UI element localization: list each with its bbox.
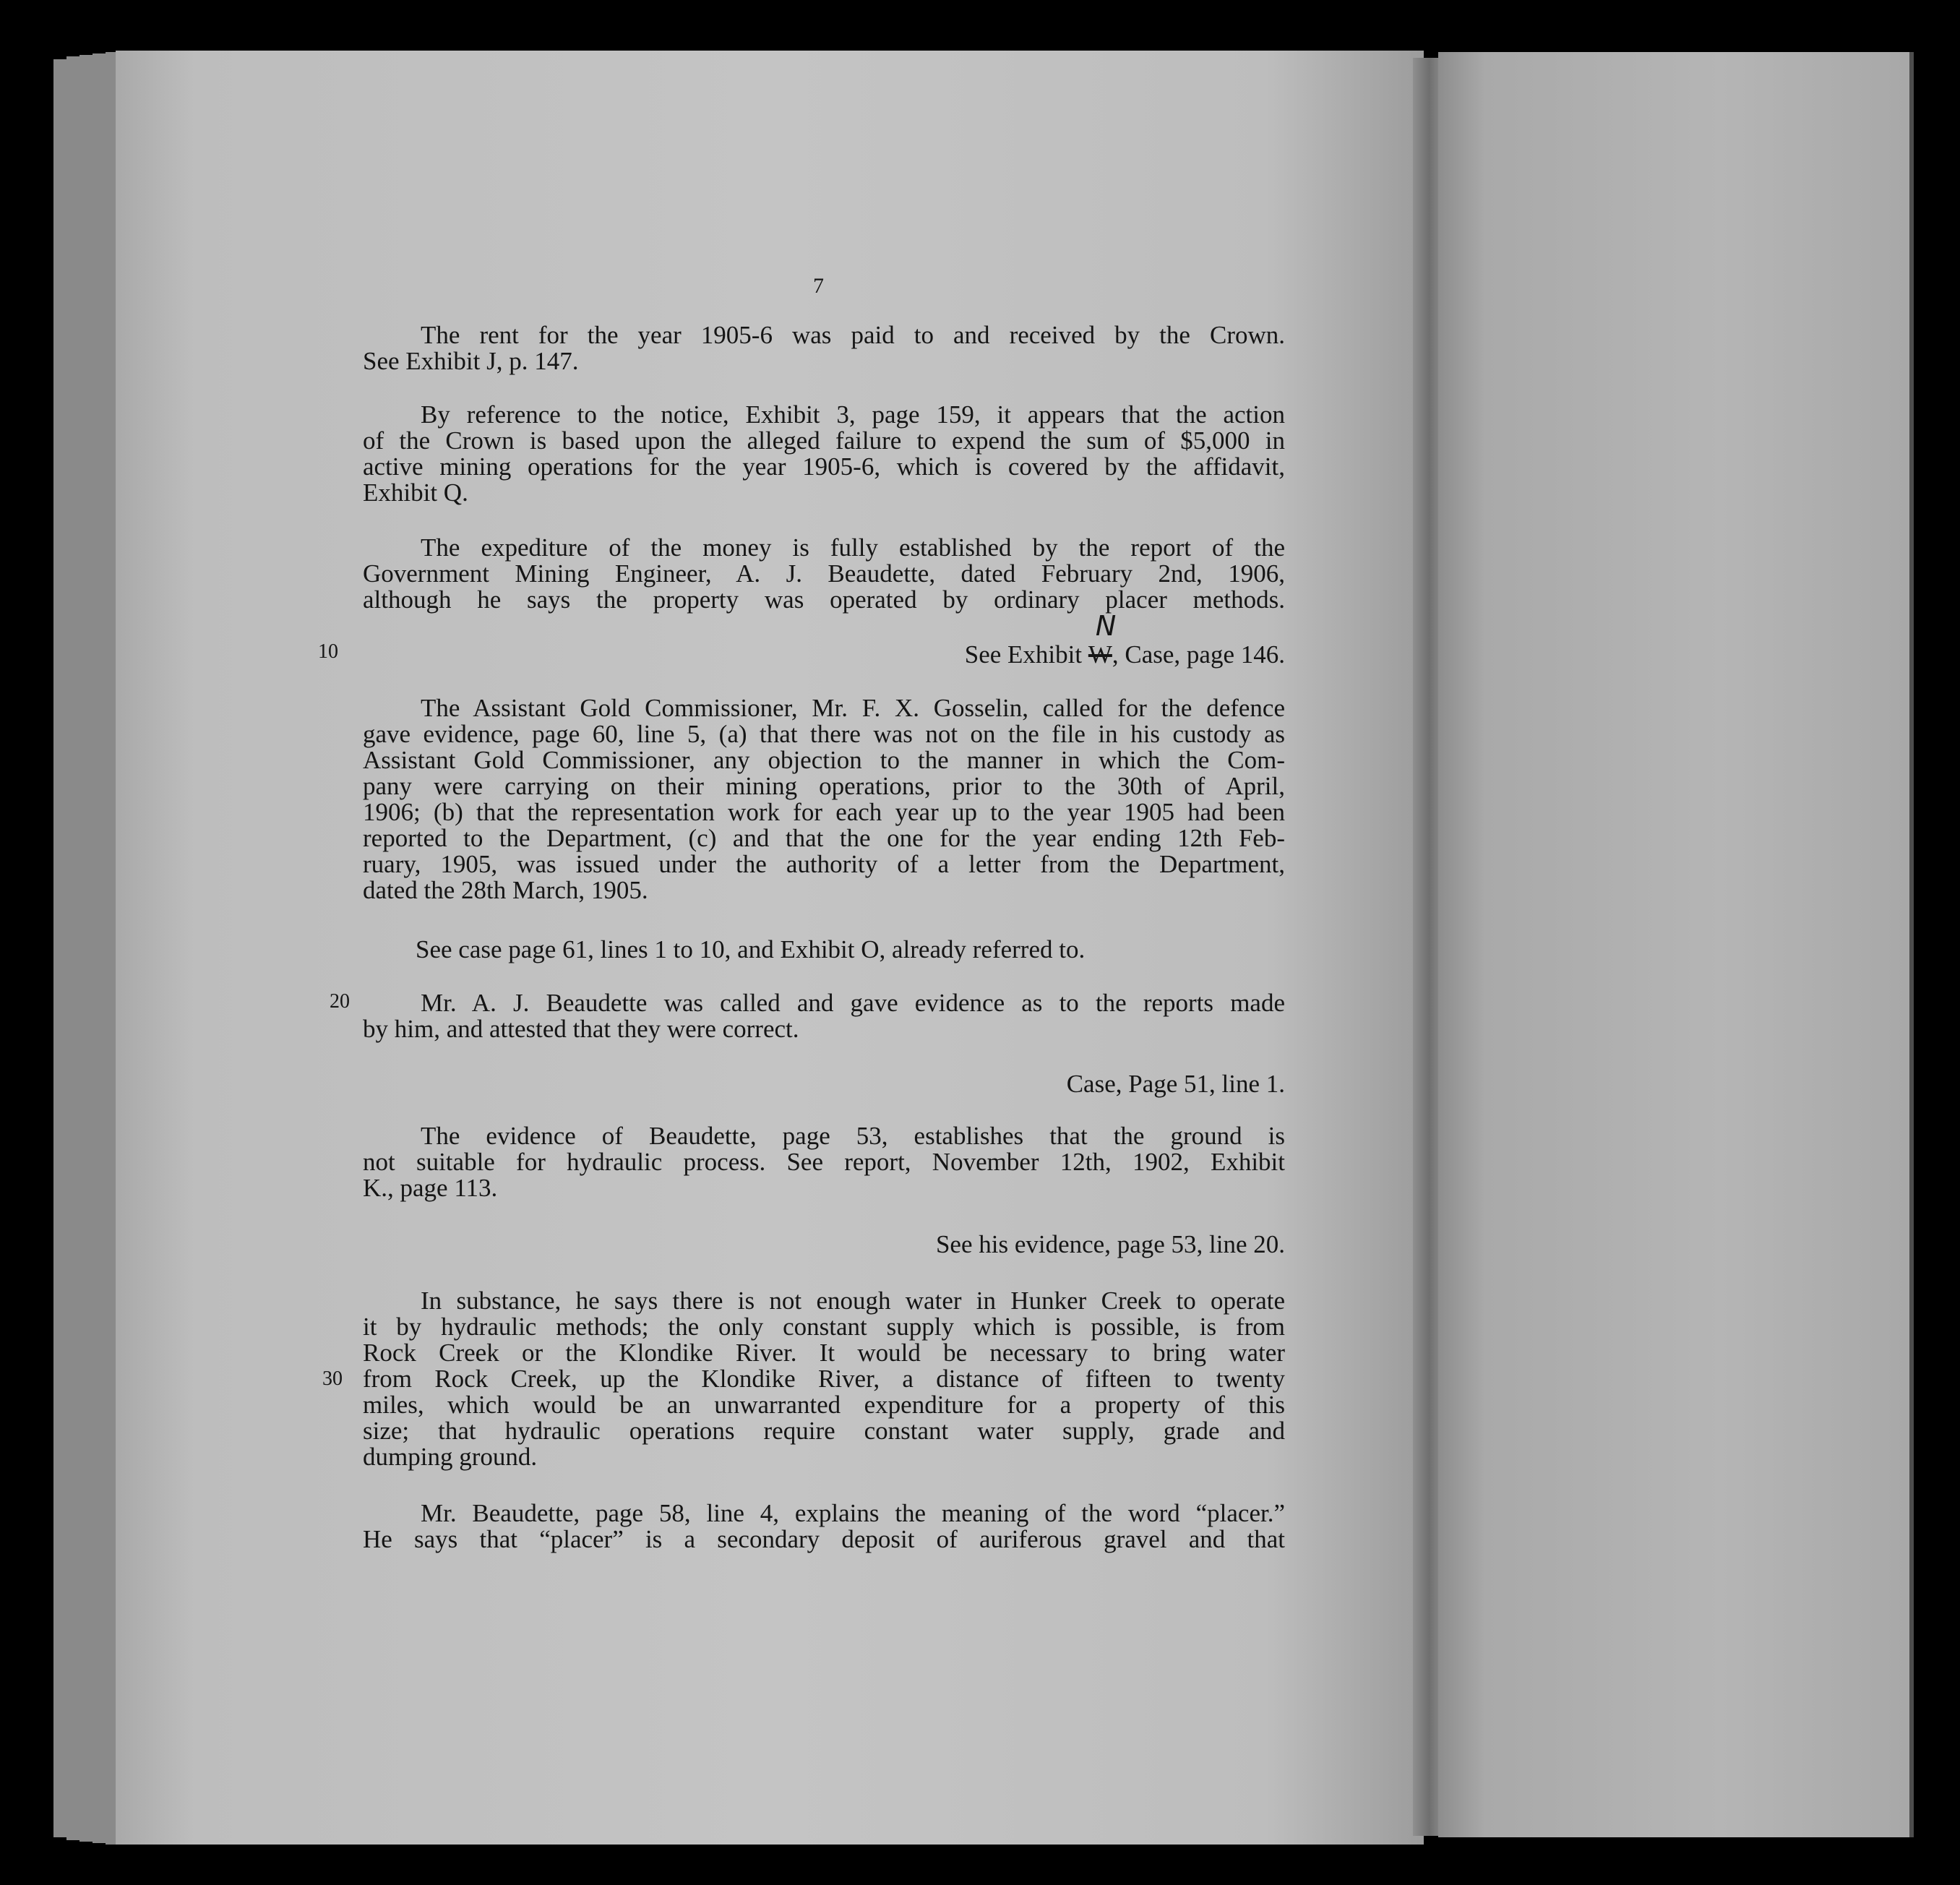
page-number: 7 — [813, 274, 824, 298]
exhibit-reference-suffix: , Case, page 146. — [1112, 640, 1285, 669]
text-line: miles, which would be an unwarranted expenditure for a property of this — [363, 1391, 1285, 1419]
right-page-edge — [1909, 52, 1914, 1837]
page-edge — [93, 53, 107, 1843]
handwritten-correction-letter: N — [1095, 610, 1117, 642]
text-line: from Rock Creek, up the Klondike River, a distance of fifteen to twenty — [363, 1365, 1285, 1393]
exhibit-letter-correction — [1088, 610, 1117, 669]
page-edge — [53, 59, 68, 1837]
case-reference-line: See case page 61, lines 1 to 10, and Exhibit O, already referred to. — [416, 935, 1086, 963]
exhibit-reference-line — [964, 610, 1285, 669]
text-line: dated the 28th March, 1905. — [363, 876, 648, 904]
text-line: The Assistant Gold Commissioner, Mr. F. X. Gosselin, called for the defence — [421, 694, 1285, 722]
text-line: He says that “placer” is a secondary deposit of auriferous gravel and that — [363, 1525, 1285, 1553]
evidence-reference: See his evidence, page 53, line 20. — [935, 1230, 1285, 1258]
margin-line-number: 30 — [322, 1367, 343, 1390]
text-line: pany were carrying on their mining operations, prior to the 30th of April, — [363, 772, 1285, 800]
text-line: reported to the Department, (c) and that the one for the year ending 12th Feb- — [363, 824, 1285, 852]
text-line: K., page 113. — [363, 1174, 498, 1202]
margin-line-number: 20 — [330, 990, 350, 1013]
page-edge — [79, 55, 94, 1842]
text-line: By reference to the notice, Exhibit 3, page 159, it appears that the action — [421, 400, 1285, 429]
text-line: 1906; (b) that the representation work for each year up to the year 1905 had been — [363, 798, 1285, 826]
text-line: not suitable for hydraulic process. See report, November 12th, 1902, Exhibit — [363, 1148, 1285, 1176]
case-page-reference: Case, Page 51, line 1. — [1066, 1070, 1285, 1098]
text-line: Rock Creek or the Klondike River. It would be necessary to bring water — [363, 1339, 1285, 1367]
text-line: See Exhibit J, p. 147. — [363, 347, 579, 375]
text-line: The rent for the year 1905-6 was paid to and received by the Crown. — [421, 321, 1285, 349]
margin-line-number: 10 — [318, 640, 338, 663]
text-line: although he says the property was operated by ordinary placer methods. — [363, 585, 1285, 614]
text-line: gave evidence, page 60, line 5, (a) that there was not on the file in his custody as — [363, 720, 1285, 748]
struck-exhibit-letter: W — [1088, 640, 1112, 669]
text-line: size; that hydraulic operations require constant water supply, grade and — [363, 1417, 1285, 1445]
page-edge — [66, 56, 81, 1840]
text-line: The expediture of the money is fully established by the report of the — [421, 533, 1285, 562]
text-line: The evidence of Beaudette, page 53, establishes that the ground is — [421, 1122, 1285, 1150]
text-line: In substance, he says there is not enough water in Hunker Creek to operate — [421, 1287, 1285, 1315]
exhibit-reference-prefix: See Exhibit — [964, 640, 1083, 669]
text-line: dumping ground. — [363, 1443, 538, 1471]
text-line: ruary, 1905, was issued under the authority of a letter from the Department, — [363, 850, 1285, 878]
text-line: Mr. A. J. Beaudette was called and gave evidence as to the reports made — [421, 989, 1285, 1017]
text-line: Mr. Beaudette, page 58, line 4, explains the meaning of the word “placer.” — [421, 1499, 1285, 1527]
right-page-blank — [1438, 52, 1909, 1837]
text-line: of the Crown is based upon the alleged failure to expend the sum of $5,000 in — [363, 426, 1285, 455]
text-line: Assistant Gold Commissioner, any objection to the manner in which the Com- — [363, 746, 1285, 774]
text-line: Government Mining Engineer, A. J. Beaudette, dated February 2nd, 1906, — [363, 559, 1285, 588]
text-line: it by hydraulic methods; the only constant supply which is possible, is from — [363, 1313, 1285, 1341]
text-line: active mining operations for the year 1905-6, which is covered by the affidavit, — [363, 452, 1285, 481]
text-line: by him, and attested that they were correct. — [363, 1015, 799, 1043]
text-line: Exhibit Q. — [363, 478, 468, 507]
